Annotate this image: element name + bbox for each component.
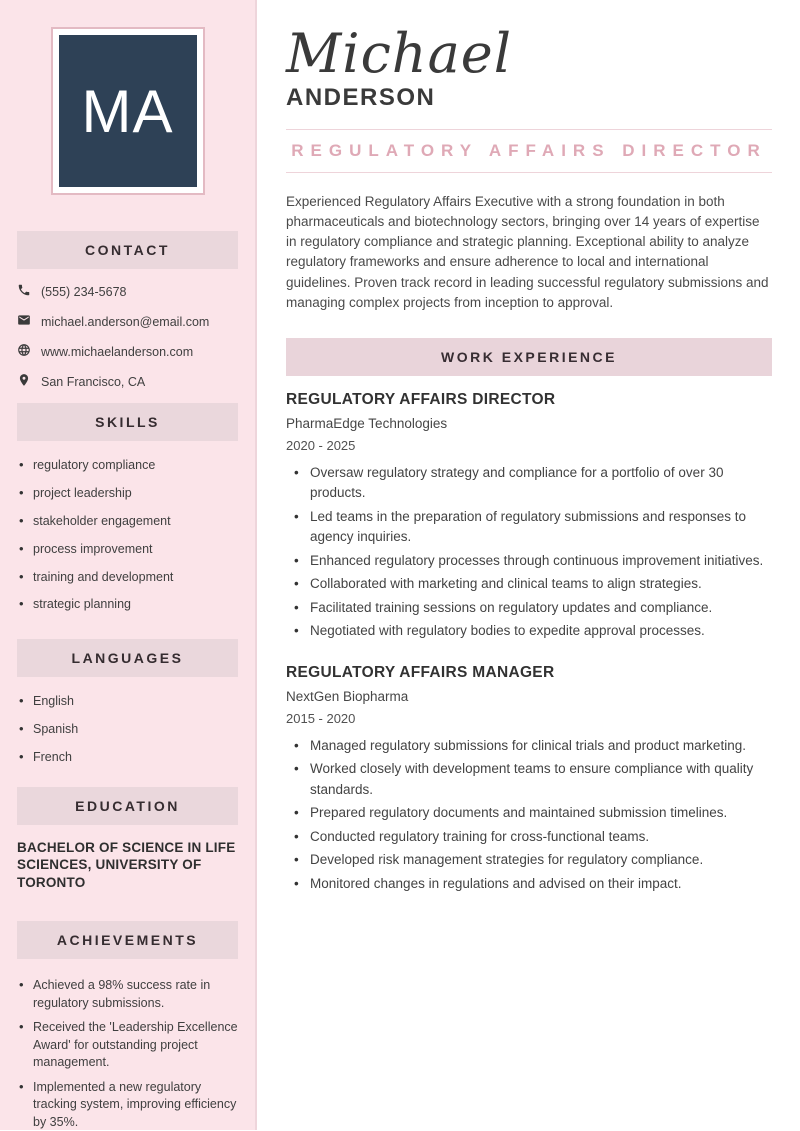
achievements-list	[17, 977, 238, 1131]
first-name: Michael	[286, 22, 513, 85]
achievements-section-heading: ACHIEVEMENTS	[17, 921, 238, 959]
job-bullet: • Negotiated with regulatory bodies to expedite approval processes.	[286, 621, 772, 642]
achievement-item: • Received the 'Leadership Excellence Award' for outstanding project management.	[17, 1019, 238, 1072]
languages-list	[17, 693, 238, 766]
job-dates: 2015 - 2020	[286, 710, 356, 726]
location-pin-icon	[17, 373, 31, 390]
phone-icon	[17, 283, 31, 300]
job-title-banner	[286, 129, 772, 173]
job-title: REGULATORY AFFAIRS MANAGER	[286, 663, 555, 681]
contact-list	[17, 283, 238, 390]
job-dates: 2020 - 2025	[286, 437, 356, 453]
language-item: • French	[17, 749, 238, 766]
job-bullet: • Developed risk management strategies for regulatory compliance.	[286, 850, 772, 871]
skill-item: • regulatory compliance	[17, 457, 238, 474]
contact-email: michael.anderson@email.com	[41, 314, 210, 329]
skills-section-heading: SKILLS	[17, 403, 238, 441]
job-bullet-list	[286, 736, 772, 895]
contact-website: www.michaelanderson.com	[41, 344, 194, 359]
job-bullet: • Managed regulatory submissions for clinical trials and product marketing.	[286, 736, 772, 757]
skill-item: • project leadership	[17, 485, 238, 502]
contact-email-row	[17, 313, 238, 330]
job-entry	[286, 664, 772, 895]
job-bullet: • Prepared regulatory documents and maintained submission timelines.	[286, 803, 772, 824]
skill-item: • stakeholder engagement	[17, 513, 238, 530]
work-experience-heading: WORK EXPERIENCE	[286, 338, 772, 376]
skill-item: • training and development	[17, 569, 238, 586]
job-bullet: • Monitored changes in regulations and advised on their impact.	[286, 874, 772, 895]
skill-item: • strategic planning	[17, 596, 238, 613]
language-item: • Spanish	[17, 721, 238, 738]
job-bullet: • Facilitated training sessions on regulatory updates and compliance.	[286, 598, 772, 619]
job-bullet: • Collaborated with marketing and clinical teams to align strategies.	[286, 574, 772, 595]
contact-location: San Francisco, CA	[41, 374, 146, 389]
contact-website-row	[17, 343, 238, 360]
professional-summary: Experienced Regulatory Affairs Executive with a strong foundation in both pharmaceuticals and biotechnology sectors, bringing over 14 years of expertise in regulatory compliance and strategic planning. Exceptional ability to analyze regulatory frameworks and ensure adherence to local and international guidelines. Proven track record in leading successful regulatory submissions and managing complex projects from inception to approval.	[286, 193, 769, 310]
monogram-frame	[51, 27, 205, 195]
job-bullet: • Enhanced regulatory processes through continuous improvement initiatives.	[286, 551, 772, 572]
job-company: PharmaEdge Technologies	[286, 415, 448, 431]
contact-phone-row	[17, 283, 238, 300]
job-entry	[286, 391, 772, 642]
job-company: NextGen Biopharma	[286, 688, 409, 704]
job-bullet: • Conducted regulatory training for cross-functional teams.	[286, 827, 772, 848]
contact-section-heading: CONTACT	[17, 231, 238, 269]
skills-list	[17, 457, 238, 613]
job-bullet: • Led teams in the preparation of regulatory submissions and responses to agency inquiries.	[286, 507, 772, 548]
last-name: ANDERSON	[286, 83, 436, 111]
languages-section-heading: LANGUAGES	[17, 639, 238, 677]
sidebar	[0, 0, 257, 1130]
achievement-item: • Achieved a 98% success rate in regulatory submissions.	[17, 977, 238, 1012]
job-bullet: • Oversaw regulatory strategy and compliance for a portfolio of over 30 products.	[286, 463, 772, 504]
contact-phone: (555) 234-5678	[41, 284, 127, 299]
monogram-initials: MA	[81, 77, 174, 145]
education-degree: BACHELOR OF SCIENCE IN LIFE SCIENCES, UNIVERSITY OF TORONTO	[17, 839, 236, 890]
education-section-heading: EDUCATION	[17, 787, 238, 825]
professional-title: REGULATORY AFFAIRS DIRECTOR	[291, 140, 767, 160]
globe-icon	[17, 343, 31, 360]
job-bullet-list	[286, 463, 772, 642]
main-column	[257, 0, 800, 1130]
email-icon	[17, 313, 31, 330]
monogram	[59, 35, 197, 187]
job-bullet: • Worked closely with development teams to ensure compliance with quality standards.	[286, 759, 772, 800]
achievement-item: • Implemented a new regulatory tracking system, improving efficiency by 35%.	[17, 1079, 238, 1131]
skill-item: • process improvement	[17, 541, 238, 558]
language-item: • English	[17, 693, 238, 710]
contact-location-row	[17, 373, 238, 390]
job-title: REGULATORY AFFAIRS DIRECTOR	[286, 390, 556, 408]
